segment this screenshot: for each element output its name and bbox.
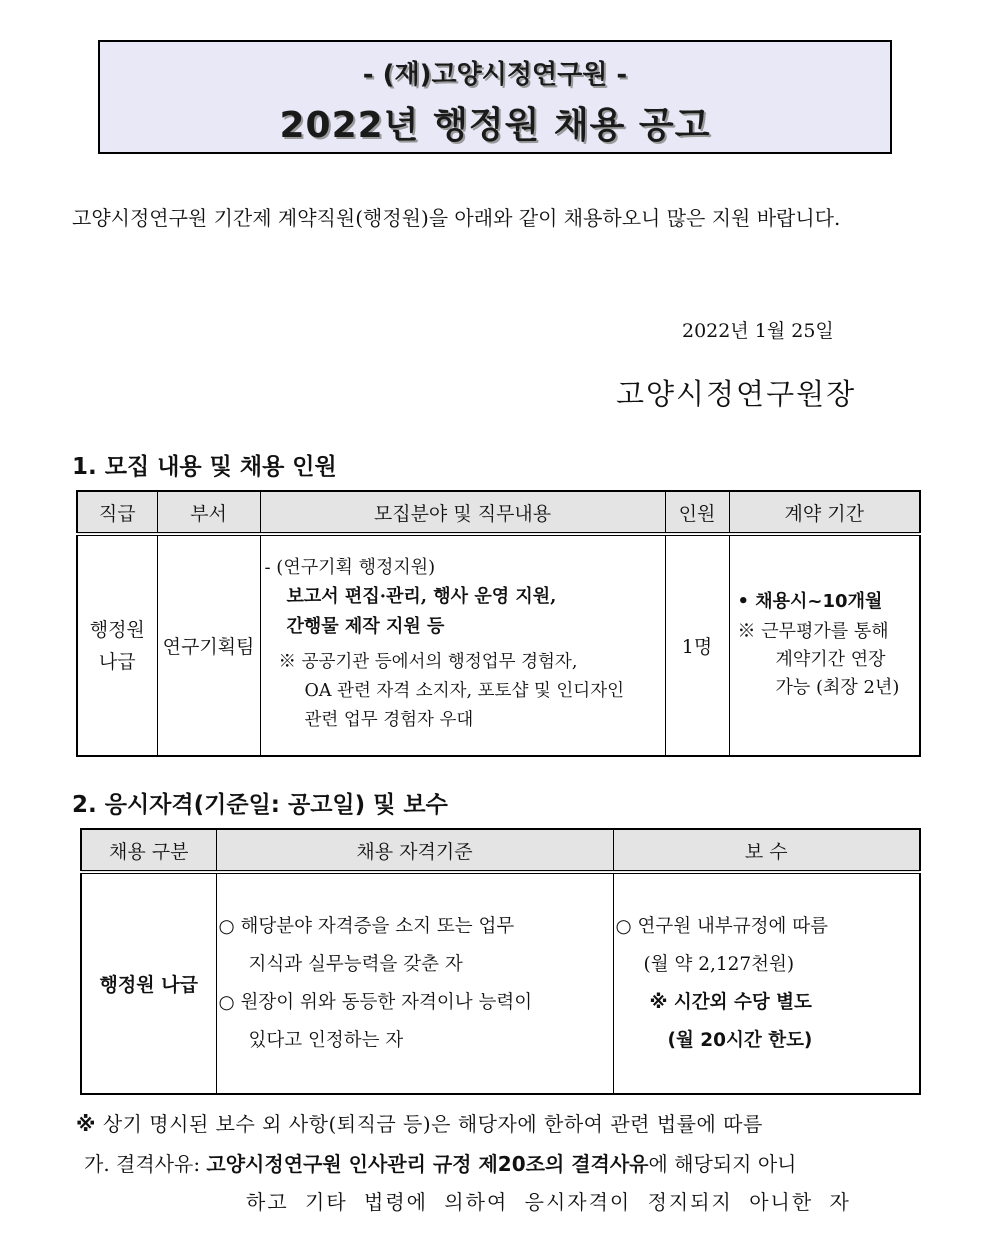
qual1b: 지식과 실무능력을 갖춘 자 bbox=[248, 953, 463, 975]
header-qualification: 채용 자격기준 bbox=[216, 829, 613, 872]
item-bold: 고양시정연구원 인사관리 규정 제20조의 결격사유 bbox=[206, 1152, 649, 1176]
header-dept: 부서 bbox=[157, 491, 260, 534]
recruitment-table bbox=[76, 490, 921, 757]
rank-cell bbox=[77, 534, 157, 756]
duty-note3: 관련 업무 경험자 우대 bbox=[304, 710, 474, 730]
count-cell: 1명 bbox=[665, 534, 729, 756]
period-note3: 가능 (최장 2년) bbox=[775, 677, 900, 698]
table-row bbox=[81, 872, 920, 1094]
qual1a: ○ 해당분야 자격증을 소지 또는 업무 bbox=[218, 915, 515, 937]
item-suffix: 에 해당되지 아니 bbox=[648, 1152, 797, 1176]
header-pay: 보 수 bbox=[613, 829, 920, 872]
footnote bbox=[76, 1108, 763, 1137]
qual2b: 있다고 인정하는 자 bbox=[248, 1029, 404, 1051]
section1-heading: 1. 모집 내용 및 채용 인원 bbox=[72, 454, 337, 480]
period-note1: ※ 근무평가를 통해 bbox=[737, 621, 889, 642]
organization-title: - (재)고양시정연구원 - bbox=[362, 60, 628, 90]
announcement-date: 2022년 1월 25일 bbox=[682, 320, 834, 342]
duty-note bbox=[265, 648, 665, 735]
category-cell: 행정원 나급 bbox=[81, 872, 216, 1094]
header-period: 계약 기간 bbox=[729, 491, 920, 534]
duty-line2: 보고서 편집·관리, 행사 운영 지원, bbox=[286, 586, 557, 607]
qual2a: ○ 원장이 위와 동등한 자격이나 능력이 bbox=[218, 991, 533, 1013]
header-count: 인원 bbox=[665, 491, 729, 534]
rank-line1: 행정원 bbox=[89, 618, 145, 641]
footnote-text: 상기 명시된 보수 외 사항(퇴직금 등)은 해당자에 한하여 관련 법률에 따름 bbox=[102, 1112, 763, 1136]
note-mark: ※ bbox=[76, 1112, 96, 1136]
table-header-row bbox=[81, 829, 920, 872]
header-category: 채용 구분 bbox=[81, 829, 216, 872]
intro-paragraph: 고양시정연구원 기간제 계약직원(행정원)을 아래와 같이 채용하오니 많은 지원 바랍니다. bbox=[72, 206, 841, 230]
duty-line3: 간행물 제작 지원 등 bbox=[286, 616, 445, 637]
period-note2: 계약기간 연장 bbox=[775, 649, 886, 670]
duty-line1: - (연구기획 행정지원) bbox=[264, 557, 436, 578]
header-duty: 모집분야 및 직무내용 bbox=[260, 491, 665, 534]
dept-cell: 연구기획팀 bbox=[157, 534, 260, 756]
period-cell bbox=[729, 534, 920, 756]
section2-heading: 2. 응시자격(기준일: 공고일) 및 보수 bbox=[72, 792, 448, 818]
table-header-row bbox=[77, 491, 920, 534]
duty-cell bbox=[260, 534, 665, 756]
table-row bbox=[77, 534, 920, 756]
disqualification-item bbox=[84, 1148, 796, 1177]
pay-cell bbox=[613, 872, 920, 1094]
page-title: 2022년 행정원 채용 공고 bbox=[279, 105, 711, 146]
pay4: (월 20시간 한도) bbox=[667, 1029, 813, 1051]
period-main: • 채용시~10개월 bbox=[737, 591, 883, 612]
title-box bbox=[98, 40, 892, 154]
signer: 고양시정연구원장 bbox=[616, 377, 857, 411]
pay3: ※ 시간외 수당 별도 bbox=[649, 991, 812, 1013]
duty-note2: OA 관련 자격 소지자, 포토샵 및 인디자인 bbox=[304, 681, 624, 701]
qualification-table bbox=[80, 828, 921, 1095]
header-rank: 직급 bbox=[77, 491, 157, 534]
disqualification-item-line2: 하고 기타 법령에 의하여 응시자격이 정지되지 아니한 자 bbox=[246, 1190, 851, 1214]
rank-line2: 나급 bbox=[98, 650, 136, 673]
pay2: (월 약 2,127천원) bbox=[643, 953, 795, 975]
qualification-cell bbox=[216, 872, 613, 1094]
pay1: ○ 연구원 내부규정에 따름 bbox=[615, 915, 828, 937]
duty-note1: ※ 공공기관 등에서의 행정업무 경험자, bbox=[278, 652, 578, 672]
item-prefix: 가. 결격사유: bbox=[84, 1152, 207, 1176]
